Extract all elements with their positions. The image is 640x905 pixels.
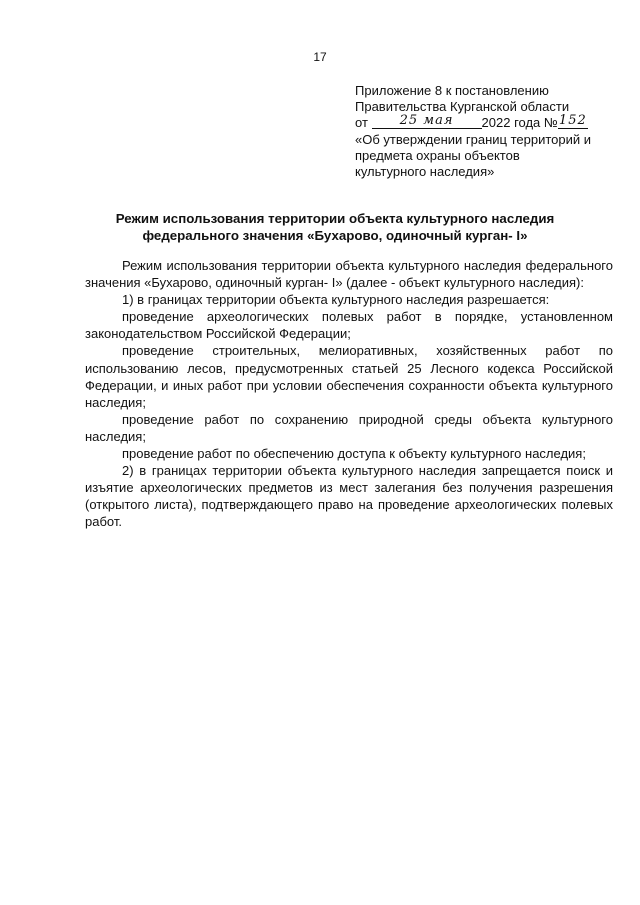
paragraph: проведение работ по сохранению природной среды объекта культурного наследия; (85, 411, 613, 444)
appendix-line-5: предмета охраны объектов (355, 147, 520, 163)
paragraph: проведение работ по обеспечению доступа к объекту культурного наследия; (122, 446, 586, 462)
document-title (85, 210, 585, 244)
paragraph: проведение строительных, мелиоративных, хозяйственных работ по использованию лесов, предусмотренных статьей 25 Лесного кодекса Российской Федерации, и иных работ при условии обеспечения сохранности объекта культурного наследия; (85, 343, 613, 410)
handwritten-date: 25 мая (399, 113, 454, 129)
appendix-line-2: Правительства Курганской области (355, 99, 570, 115)
paragraph: Режим использования территории объекта культурного наследия федерального значения «Бухарово, одиночный курган- I» (далее - объект культурного наследия): (85, 258, 613, 291)
year-text: 2022 года № (481, 115, 558, 131)
appendix-header (355, 83, 625, 180)
paragraph: 1) в границах территории объекта культурного наследия разрешается: (122, 292, 550, 308)
appendix-line-6: культурного наследия» (355, 164, 495, 180)
document-body (85, 257, 613, 531)
appendix-line-1: Приложение 8 к постановлению (355, 83, 549, 98)
handwritten-number: 152 (558, 113, 587, 129)
date-prefix: от (355, 115, 368, 131)
paragraph: проведение археологических полевых работ в порядке, установленном законодательством Российской Федерации; (85, 309, 613, 342)
paragraph: 2) в границах территории объекта культурного наследия запрещается поиск и изъятие археологических предметов из мест залегания без получения разрешения (открытого листа), подтверждающего право на проведение археологических полевых работ. (85, 463, 613, 530)
title-line-2: федерального значения «Бухарово, одиночный курган- I» (142, 228, 528, 243)
appendix-date-line (355, 115, 625, 131)
number-blank (558, 115, 588, 129)
page-number: 17 (313, 50, 327, 64)
title-line-1: Режим использования территории объекта культурного наследия (115, 211, 555, 226)
appendix-line-4: «Об утверждении границ территорий и (355, 131, 592, 147)
date-blank (372, 115, 482, 129)
